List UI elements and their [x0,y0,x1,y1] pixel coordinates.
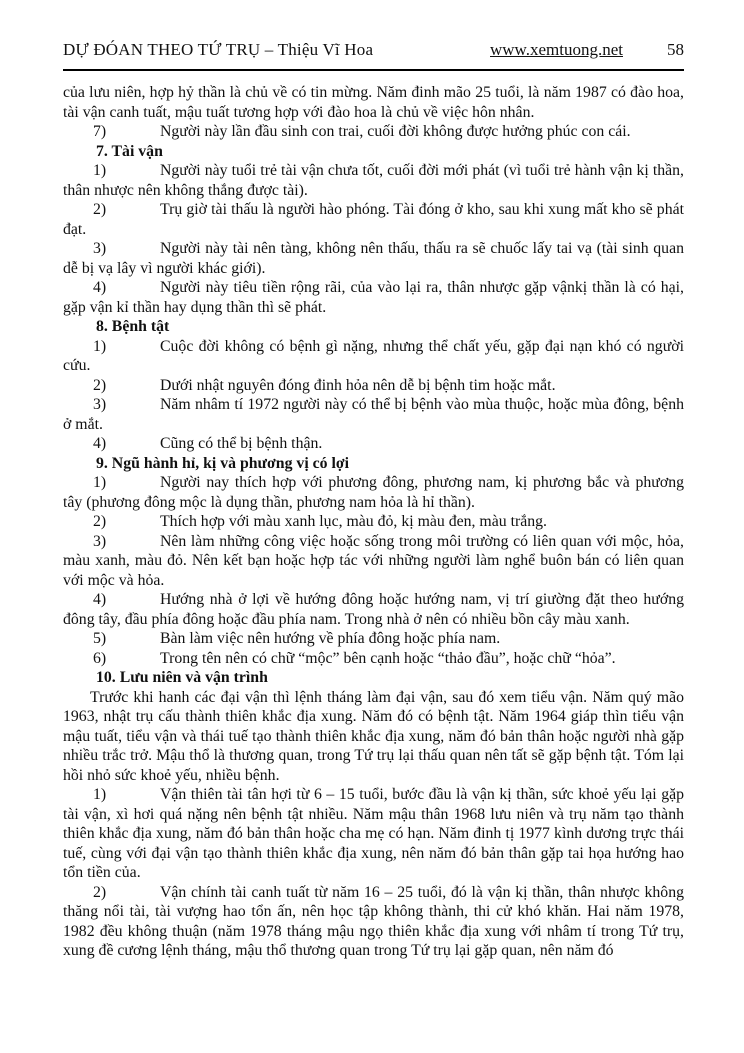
item-text: Người nay thích hợp với phương đông, phương nam, kị phương bắc và phương tây (phương đông mộc là dụng thần, phương nam hỏa là hỉ thần). [63,474,684,511]
item-number: 5) [93,630,107,647]
paragraph: của lưu niên, hợp hỷ thần là chủ về có tin mừng. Năm đinh mão 25 tuổi, là năm 1987 có đào hoa, tài vận canh tuất, mậu tuất tương hợp với đào hoa là chủ về việc hôn nhân. [63,84,684,121]
item-number: 1) [93,474,107,491]
item-number: 3) [93,240,107,257]
paragraph: Trước khi hanh các đại vận thì lệnh tháng làm đại vận, sau đó xem tiểu vận. Năm quý mão 1963, nhật trụ cấu thành thiên khắc địa xung. Năm đó có bệnh tật. Năm 1964 giáp thìn tiểu vận mậu tuất, tiểu vận và thái tuế tạo thành thiên khắc địa xung, năm đó bản thân hoặc người nhà gặp nhiều trắc trở. Mậu thổ là thương quan, trong Tứ trụ lại thấu quan nên tất sẽ gặp bệnh tật. Tóm lại hồi nhỏ sức khoẻ yếu, nhiều bệnh. [63,688,684,784]
numbered-item [63,629,684,649]
item-text: Nên làm những công việc hoặc sống trong môi trường có liên quan với mộc, hỏa, màu xanh, màu đỏ. Nên kết bạn hoặc hợp tác với những người làm nghể buôn bán có liên quan với mộc và hỏa. [63,532,684,589]
item-number: 2) [93,201,107,218]
item-number: 7) [93,123,107,140]
numbered-item [63,649,684,669]
page-number: 58 [667,40,684,59]
item-text: Thích hợp với màu xanh lục, màu đỏ, kị màu đen, màu trắng. [160,513,547,530]
numbered-item [63,376,684,396]
numbered-item [63,883,684,961]
item-text: Người này lần đầu sinh con trai, cuối đời không được hưởng phúc con cái. [160,123,631,140]
section-heading: 9. Ngũ hành hỉ, kị và phương vị có lợi [96,454,350,472]
item-text: Dưới nhật nguyên đóng đinh hỏa nên dễ bị bệnh tim hoặc mắt. [160,376,556,394]
numbered-item [63,785,684,883]
item-text: Người này tài nên tàng, không nên thấu, thấu ra sẽ chuốc lấy tai vạ (tài sinh quan dễ bị vạ lây vì người khác giới). [63,240,684,277]
section-heading: 8. Bệnh tật [96,318,170,335]
section-heading: 10. Lưu niên và vận trình [96,669,268,686]
item-text: Trụ giờ tài thấu là người hào phóng. Tài đóng ở kho, sau khi xung mất kho sẽ phát đạt. [63,201,684,238]
numbered-item [63,239,684,278]
numbered-item [63,590,684,629]
item-number: 3) [93,532,107,550]
numbered-item [63,512,684,532]
page-header [63,40,684,71]
section-heading: 7. Tài vận [96,142,163,160]
numbered-item [63,395,684,434]
item-text: Người này tuổi trẻ tài vận chưa tốt, cuối đời mới phát (vì tuổi trẻ hành vận kị thần, thân nhược nên không thắng được tài). [63,162,684,199]
item-number: 6) [93,649,107,667]
numbered-item [63,161,684,200]
item-number: 4) [93,279,107,296]
numbered-item [63,122,684,142]
item-number: 3) [93,396,107,413]
numbered-item [63,532,684,591]
item-text: Cuộc đời không có bệnh gì nặng, nhưng thể chất yếu, gặp đại nạn khó có người cứu. [63,337,684,374]
item-text: Trong tên nên có chữ “mộc” bên cạnh hoặc “thảo đầu”, hoặc chữ “hỏa”. [160,649,616,667]
item-number: 2) [93,513,107,530]
item-number: 4) [93,435,107,452]
item-number: 4) [93,591,107,608]
item-number: 2) [93,883,107,901]
item-text: Hướng nhà ở lợi về hướng đông hoặc hướng nam, vị trí giường đặt theo hướng đông tây, đầu phía đông hoặc đầu phía nam. Trong nhà ở nên có nhiều bồn cây màu xanh. [63,591,684,628]
website-url: www.xemtuong.net [490,40,623,59]
item-number: 1) [93,786,107,803]
item-number: 2) [93,376,107,394]
item-text: Vận chính tài canh tuất từ năm 16 – 25 tuổi, đó là vận kị thần, thân nhược không thăng nổi tài, tài vượng hao tổn ấn, nên học tập không thành, thi cử khó khăn. Hai năm 1978, 1982 đều không thuận (năm 1978 tháng mậu ngọ thiên khắc địa xung với nhâm tí trong Tứ trụ, xung đề cương lệnh tháng, mậu thổ thương quan trong Tứ trụ lại gặp quan, nên năm đó [63,883,684,959]
item-text: Người này tiêu tiền rộng rãi, của vào lại ra, thân nhược gặp vậnkị thần là có hại, gặp vận kỉ thần hay dụng thần thì sẽ phát. [63,279,684,316]
book-title: DỰ ĐÓAN THEO TỨ TRỤ – Thiệu Vĩ Hoa [63,40,374,59]
numbered-item [63,473,684,512]
numbered-item [63,337,684,376]
item-text: Cũng có thể bị bệnh thận. [160,435,323,452]
page-body [63,71,684,961]
item-text: Bàn làm việc nên hướng về phía đông hoặc phía nam. [160,630,501,647]
item-number: 1) [93,162,107,179]
numbered-item [63,278,684,317]
numbered-item [63,434,684,454]
item-number: 1) [93,337,107,355]
item-text: Năm nhâm tí 1972 người này có thể bị bệnh vào mùa thuộc, hoặc mùa đông, bệnh ở mắt. [63,396,684,433]
numbered-item [63,200,684,239]
item-text: Vận thiên tài tân hợi từ 6 – 15 tuổi, bước đầu là vận kị thần, sức khoẻ yếu lại gặp tài vận, xì hơi quá nặng nên bệnh tật nhiều. Năm mậu thân 1968 lưu niên và trụ năm tạo thành thiên khắc địa xung, năm đó bản thân hoặc cha mẹ có hạn. Năm đinh tị 1977 kình dương trực thái tuế, cùng với đại vận tạo thành thiên khắc địa xung, nên năm đó bản thân gặp tai họa hướng hao tổn tiền của. [63,786,684,881]
